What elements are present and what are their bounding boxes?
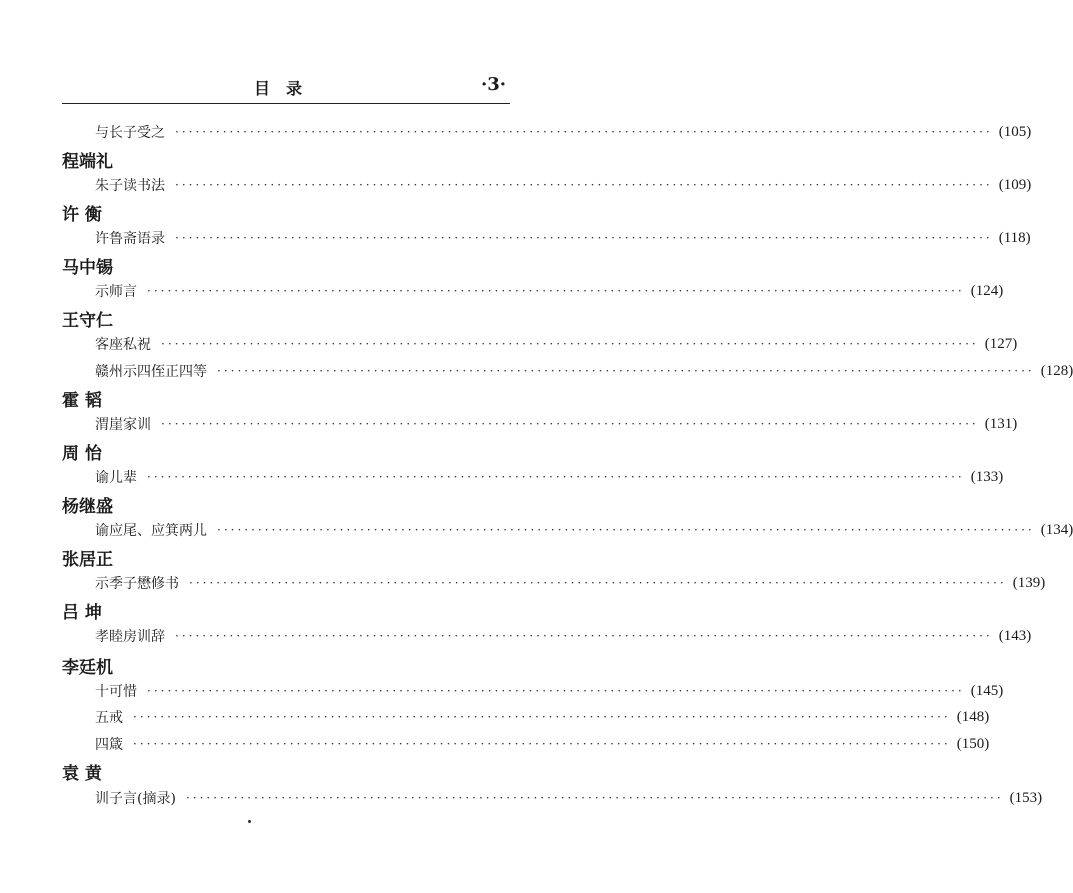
entry-page-number: (124): [970, 282, 1004, 299]
toc-entry[interactable]: [95, 625, 1032, 647]
author-name: 王守仁: [62, 311, 113, 331]
dot-leader: ························································································································: [133, 710, 951, 724]
entry-page-number: (153): [1009, 789, 1043, 806]
entry-title: 五戒: [95, 710, 123, 726]
dot-leader: ························································································································: [147, 684, 965, 698]
toc-entry[interactable]: [95, 280, 1004, 302]
entry-page-number: (128): [1040, 362, 1073, 379]
toc-entry[interactable]: [95, 706, 990, 728]
entry-title: 渭崖家训: [95, 417, 151, 433]
dot-leader: ························································································································: [217, 523, 1035, 537]
author-name: 袁 黄: [62, 764, 102, 784]
toc-entry[interactable]: [95, 413, 1018, 435]
entry-page-number: (134): [1040, 521, 1073, 538]
toc-entry[interactable]: [95, 174, 1032, 196]
header-page-number: ·3·: [480, 74, 506, 95]
toc-entry[interactable]: [95, 466, 1004, 488]
author-name: 周 怡: [62, 444, 102, 464]
entry-title: 示季子懋修书: [95, 576, 179, 592]
author-name: 吕 坤: [62, 603, 102, 623]
entry-page-number: (150): [956, 735, 990, 752]
stray-ink-dot: [248, 820, 251, 823]
toc-entry[interactable]: [95, 519, 1073, 541]
entry-page-number: (109): [998, 176, 1032, 193]
entry-title: 十可惜: [95, 684, 137, 700]
dot-leader: ························································································································: [161, 417, 979, 431]
dot-leader: ························································································································: [147, 284, 965, 298]
entry-title: 许鲁斋语录: [95, 231, 165, 247]
entry-title: 谕儿辈: [95, 470, 137, 486]
entry-page-number: (118): [998, 229, 1031, 246]
entry-page-number: (139): [1012, 574, 1046, 591]
toc-entry[interactable]: [95, 227, 1031, 249]
entry-page-number: (127): [984, 335, 1018, 352]
entry-title: 四箴: [95, 737, 123, 753]
entry-page-number: (105): [998, 123, 1032, 140]
entry-page-number: (143): [998, 627, 1032, 644]
author-name: 马中锡: [62, 258, 113, 278]
entry-title: 朱子读书法: [95, 178, 165, 194]
entry-title: 客座私祝: [95, 337, 151, 353]
toc-entry[interactable]: [95, 360, 1073, 382]
entry-page-number: (133): [970, 468, 1004, 485]
author-name: 程端礼: [62, 152, 113, 172]
dot-leader: ························································································································: [175, 125, 993, 139]
entry-title: 示师言: [95, 284, 137, 300]
entry-title: 训子言(摘录): [95, 791, 176, 807]
entry-title: 孝睦房训辞: [95, 629, 165, 645]
header-title: 目录: [253, 79, 318, 98]
toc-entry[interactable]: [95, 572, 1046, 594]
author-name: 霍 韬: [62, 391, 102, 411]
entry-title: 赣州示四侄正四等: [95, 364, 207, 380]
dot-leader: ························································································································: [217, 364, 1035, 378]
entry-page-number: (145): [970, 682, 1004, 699]
dot-leader: ························································································································: [175, 178, 993, 192]
toc-entry[interactable]: [95, 787, 1043, 809]
dot-leader: ························································································································: [147, 470, 965, 484]
author-name: 张居正: [62, 550, 113, 570]
toc-entry[interactable]: [95, 733, 990, 755]
dot-leader: ························································································································: [161, 337, 979, 351]
author-name: 许 衡: [62, 205, 102, 225]
dot-leader: ························································································································: [175, 231, 993, 245]
entry-page-number: (131): [984, 415, 1018, 432]
entry-title: 谕应尾、应箕两儿: [95, 523, 207, 539]
dot-leader: ························································································································: [133, 737, 951, 751]
author-name: 李廷机: [62, 658, 113, 678]
entry-title: 与长子受之: [95, 125, 165, 141]
toc-entry[interactable]: [95, 121, 1032, 143]
dot-leader: ························································································································: [189, 576, 1007, 590]
toc-entry[interactable]: [95, 333, 1018, 355]
dot-leader: ························································································································: [185, 791, 1004, 805]
toc-entry[interactable]: [95, 680, 1004, 702]
dot-leader: ························································································································: [175, 629, 993, 643]
author-name: 杨继盛: [62, 497, 113, 517]
entry-page-number: (148): [956, 708, 990, 725]
